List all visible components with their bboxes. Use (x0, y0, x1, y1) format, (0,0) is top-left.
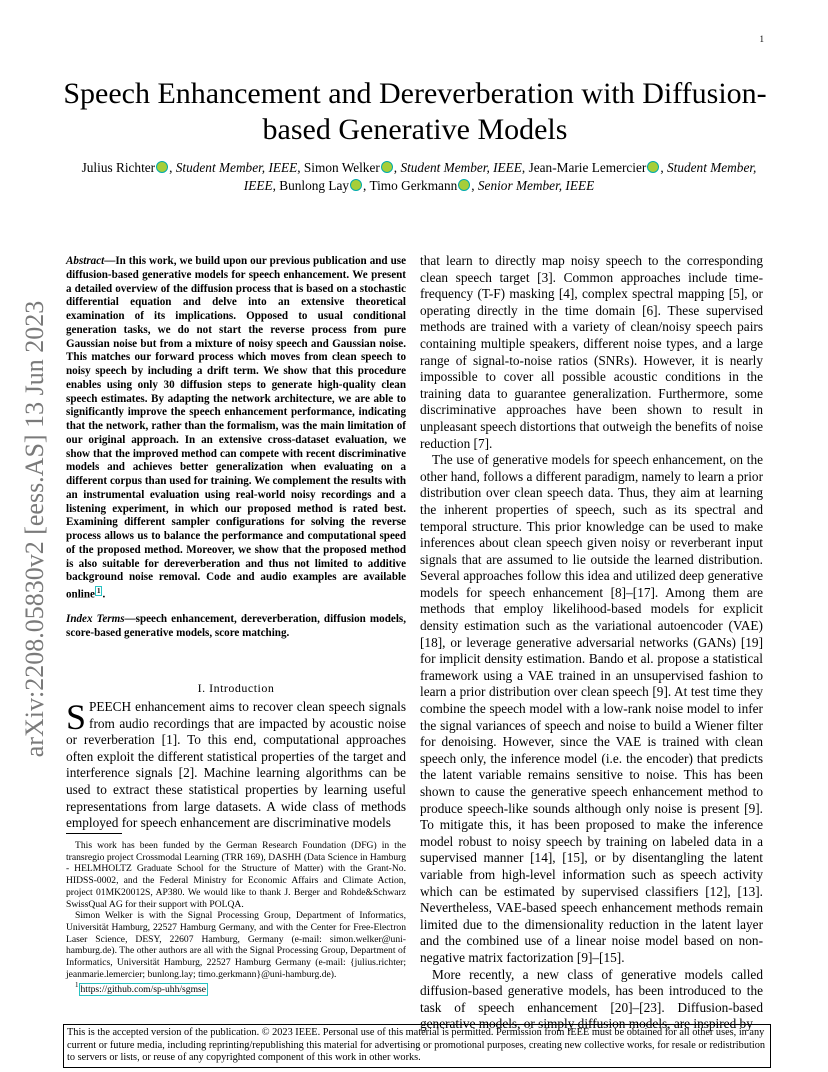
arxiv-stamp-text: arXiv:2208.05830v2 [eess.AS] 13 Jun 2023 (20, 300, 49, 758)
orcid-icon[interactable] (156, 161, 168, 173)
index-terms: Index Terms—speech enhancement, dereverberation, diffusion models, score-based generative models, score matching. (66, 613, 406, 639)
paragraph: that learn to directly map noisy speech to the corresponding clean speech target [3]. Common approaches include time-frequency (T-F) masking [4], complex spectral mapping [5], or operating directly in the time domain [6]. These supervised methods are trained with a variety of clean/noisy speech pairs containing multiple speakers, different noise types, and a large range of signal-to-noise ratios (SNRs). However, it is nearly impossible to cover all possible acoustic conditions in the training data to guarantee generalization. Furthermore, some discriminative approaches have been shown to result in unpleasant speech distortions that outweigh the benefits of noise reduction [7]. (420, 253, 763, 451)
footnote-funding: This work has been funded by the German Research Foundation (DFG) in the transregio project Crossmodal Learning (TRR 169), DASHH (Data Science in Hamburg - HELMHOLTZ Graduate School for the Structure of Matter) with the Grant-No. HIDSS-0002, and the Federal Ministry for Economic Affairs and Climate Action, project 01MK20012S, AP380. We would like to thank J. Berger and Rohde&Schwarz SwissQual AG for their support with POLQA. (66, 840, 406, 910)
author-name: Simon Welker (303, 160, 380, 175)
paragraph: More recently, a new class of generative models called diffusion-based generative models, has been introduced to the task of speech enhancement [20]–[23]. Diffusion-based generative models, or simply diffusion models, are inspired by (420, 966, 763, 1032)
author-name: Timo Gerkmann (369, 178, 458, 193)
page-number: 1 (759, 34, 764, 44)
abstract-label: Abstract (66, 255, 105, 267)
orcid-icon[interactable] (458, 179, 470, 191)
intro-text: PEECH enhancement aims to recover clean speech signals from audio recordings that are impacted by acoustic noise or reverberation [1]. To this end, computational approaches often exploit the different statistical properties of the target and interference signals [2]. Machine learning algorithms can be used to extract these statistical properties by learning useful representations from large datasets. A wide class of methods employed for speech enhancement are discriminative models (66, 699, 406, 831)
abstract-text: In this work, we build upon our previous publication and use diffusion-based generative models for speech enhancement. We present a detailed overview of the diffusion process that is based on a stochastic differential equation and delve into an extensive theoretical examination of its implications. Opposed to usual conditional generation tasks, we do not start the reverse process from pure Gaussian noise but from a mixture of noisy speech and Gaussian noise. This matches our forward process which moves from clean speech to noisy speech by including a drift term. We show that this procedure enables using only 30 diffusion steps to generate high-quality clean speech estimates. By adapting the network architecture, we are able to significantly improve the speech enhancement performance, indicating that the network, rather than the formalism, was the main limitation of our original approach. In an extensive cross-dataset evaluation, we show that the improved method can compete with recent discriminative models and achieves better generalization when evaluating on a different corpus than used for training. We complement the results with an instrumental evaluation using real-world noisy recordings and a listening experiment, in which our proposed method is rated best. Examining different sampler configurations for solving the reverse process allows us to balance the performance and computational speed of the proposed method. Moreover, we show that the proposed method is also suitable for dereverberation and thus not limited to additive background noise removal. Code and audio examples are available online (66, 255, 406, 601)
drop-cap: S (66, 697, 87, 737)
footnote-rule (66, 833, 122, 834)
author-name: Julius Richter (81, 160, 156, 175)
author-role: Student Member, IEEE (175, 160, 298, 175)
author-role: Senior Member, IEEE (477, 178, 595, 193)
orcid-icon[interactable] (350, 179, 362, 191)
orcid-icon[interactable] (381, 161, 393, 173)
arxiv-stamp (18, 282, 52, 776)
intro-paragraph (66, 699, 406, 832)
footnote-ref[interactable]: 1 (96, 587, 101, 595)
author-list: Julius Richter , Student Member, IEEE, Simon Welker , Student Member, IEEE, Jean-Marie Lemercier , Student Member, IEEE, Bunlong Lay , Timo Gerkmann , Senior Member, IEEE (81, 160, 757, 193)
code-link[interactable]: https://github.com/sp-uhh/sgmse (80, 983, 207, 995)
index-terms-text: speech enhancement, dereverberation, diffusion models, score-based generative models, score matching. (66, 613, 406, 639)
right-column (420, 253, 763, 1033)
author-role: Student Member, IEEE (400, 160, 522, 175)
index-terms-label: Index Terms (66, 613, 125, 625)
footnotes (66, 840, 406, 995)
author-name: Jean-Marie Lemercier (528, 160, 647, 175)
paper-title: Speech Enhancement and Dereverberation with Diffusion-based Generative Models (63, 77, 767, 146)
author-name: Bunlong Lay (279, 178, 350, 193)
paragraph: The use of generative models for speech enhancement, on the other hand, follows a different paradigm, namely to learn a prior distribution over clean speech data. Thus, they aim at learning the inherent properties of speech, such as its spectral and temporal structure. This prior knowledge can be used to make inferences about clean speech given noisy or reverberant input signals that are assumed to lie outside the learned distribution. Several approaches follow this idea and utilized deep generative models for speech enhancement [8]–[17]. Among them are methods that employ likelihood-based models for explicit density estimation such as the variational autoencoder (VAE) [18], or leverage generative adversarial networks (GANs) [19] for implicit density estimation. Bando et al. propose a statistical framework using a VAE trained in an unsupervised fashion to learn a prior distribution over clean speech [9]. At test time they combine the speech model with a low-rank noise model to infer the signal variances of speech and noise to build a Wiener filter for denoising. However, since the VAE is trained with clean speech only, the inference model (i.e. the encoder) that predicts the latent variable remains sensitive to noise. This has been shown to cause the generative speech enhancement method to produce speech-like sounds although only noise is present [9]. To mitigate this, it has been proposed to make the inference model robust to noisy speech by training on labeled data in a supervised manner [14], [15], or by disentangling the latent variable from high-level information such as speech activity which can be estimated by supervised classifiers [12], [13]. Nevertheless, VAE-based speech enhancement methods remain limited due to the dimensionality reduction in the latent layer and the combined use of a linear noise model based on non-negative matrix factorization [9]–[15]. (420, 452, 763, 965)
footnote-affiliation: Simon Welker is with the Signal Processing Group, Department of Informatics, Universität Hamburg, 22527 Hamburg Germany, and with the Center for Free-Electron Laser Science, DESY, 22607 Hamburg, Germany (e-mail: simon.welker@uni-hamburg.de). The other authors are all with the Signal Processing Group, Department of Informatics, Universität Hamburg, 22527 Hamburg Germany (e-mail: {julius.richter; jeanmarie.lemercier; bunlong.lay; timo.gerkmann}@uni-hamburg.de). (66, 910, 406, 980)
orcid-icon[interactable] (647, 161, 659, 173)
footnote-mark: 1 (75, 981, 79, 990)
section-heading: I. Introduction (197, 681, 275, 695)
author-role: Student Member, IEEE (243, 160, 757, 193)
abstract: Abstract—In this work, we build upon our previous publication and use diffusion-based generative models for speech enhancement. We present a detailed overview of the diffusion process that is based on a stochastic differential equation and delve into an extensive theoretical examination of its implications. Opposed to usual conditional generation tasks, we do not start the reverse process from pure Gaussian noise but from a mixture of noisy speech and Gaussian noise. This matches our forward process which moves from clean speech to noisy speech by including a drift term. We show that this procedure enables using only 30 diffusion steps to generate high-quality clean speech estimates. By adapting the network architecture, we are able to significantly improve the speech enhancement performance, indicating that the network, rather than the formalism, was the main limitation of our original approach. In an extensive cross-dataset evaluation, we show that the improved method can compete with recent discriminative models and achieves better generalization when evaluating on a different corpus than used for training. We complement the results with an instrumental evaluation using real-world noisy recordings and a listening experiment, in which our proposed method is rated best. Examining different sampler configurations for solving the reverse process allows us to balance the performance and computational speed of the proposed method. Moreover, we show that the proposed method is also suitable for dereverberation and thus not limited to additive background noise removal. Code and audio examples are available online $^1$ . (66, 255, 406, 601)
footnote-code (66, 980, 406, 995)
copyright-notice: This is the accepted version of the publication. © 2023 IEEE. Personal use of this material is permitted. Permission from IEEE must be obtained for all other uses, in any current or future media, including reprinting/republishing this material for advertising or promotional purposes, creating new collective works, for resale or redistribution to servers or lists, or reuse of any copyrighted component of this work in other works. (63, 1024, 771, 1068)
